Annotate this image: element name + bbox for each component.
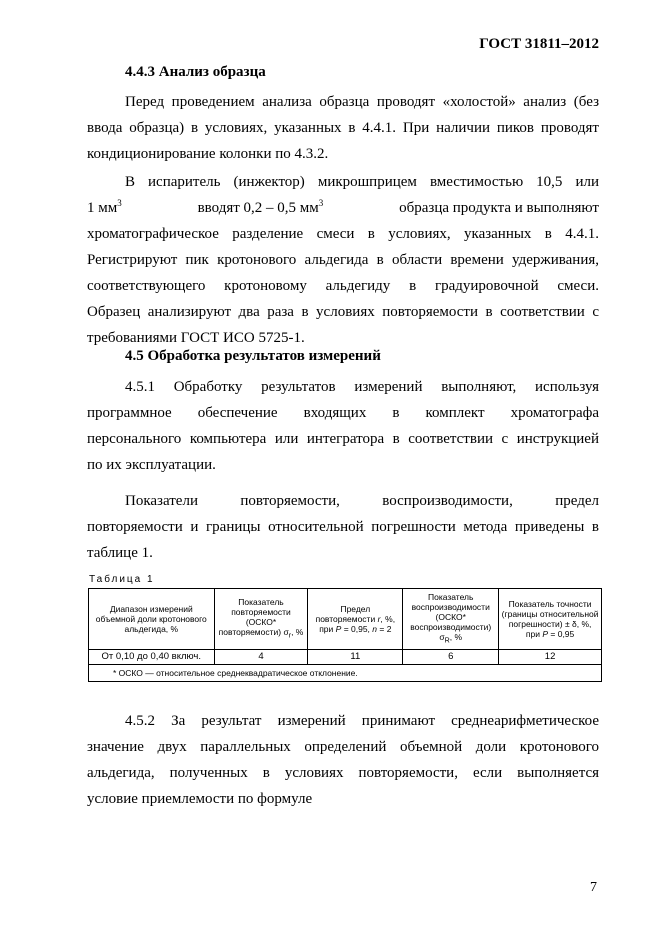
paragraph-processing — [87, 374, 599, 478]
text-line: таблице 1. — [87, 545, 153, 561]
text-line: Образец анализируют два раза в условиях повторяемости в соответствии с — [87, 304, 599, 320]
paragraph-blank-analysis — [87, 89, 599, 167]
text-line: хроматографическое разделение смеси в условиях, указанных в 4.4.1. — [87, 226, 599, 242]
cell-repeatability: 4 — [214, 650, 308, 665]
cell-accuracy: 12 — [499, 650, 602, 665]
table-header-row — [89, 589, 602, 650]
text-line: значение двух параллельных определений объемной доли кротонового — [87, 739, 599, 755]
text-line: повторяемости и границы относительной погрешности метода приведены в — [87, 519, 599, 535]
text-line-volume — [87, 195, 599, 221]
section-heading-4-5: 4.5 Обработка результатов измерений — [125, 348, 381, 364]
text-line: требованиями ГОСТ ИСО 5725-1. — [87, 330, 305, 346]
cell-reproducibility: 6 — [403, 650, 499, 665]
text-line: ввода образца) в условиях, указанных в 4.4.1. При наличии пиков проводят — [87, 120, 599, 136]
text-line: Показатели повторяемости, воспроизводимости, предел — [125, 493, 599, 509]
text-line: персонального компьютера или интегратора в соответствии с инструкцией — [87, 431, 599, 447]
header-accuracy: Показатель точности (границы относительной погрешности) ± δ, %, при P = 0,95 — [499, 589, 602, 650]
table-caption: Таблица 1 — [89, 574, 155, 585]
volume-start: 1 $мм^3$ — [87, 198, 122, 216]
text-line: 4.5.2 За результат измерений принимают среднеарифметическое — [125, 713, 599, 729]
table-footnote: * ОСКО — относительное среднеквадратическое отклонение. — [89, 665, 602, 682]
precision-table — [88, 588, 602, 682]
header-range: Диапазон измерений объемной доли кротонового альдегида, % — [89, 589, 215, 650]
text-line: соответствующего кротоновому альдегиду в градуировочной смеси. — [87, 278, 599, 294]
volume-range: вводят 0,2 – 0,5 $мм^3$ — [197, 198, 324, 216]
header-repeatability-limit: Предел повторяемости r, %, при P = 0,95, n = 2 — [308, 589, 403, 650]
text-line: программное обеспечение входящих в комплект хроматографа — [87, 405, 599, 421]
table-note-row — [89, 665, 602, 682]
text-line: В испаритель (инжектор) микрошприцем вместимостью 10,5 или — [125, 174, 599, 190]
paragraph-result — [87, 708, 599, 812]
text-line: Регистрируют пик кротонового альдегида в области времени удерживания, — [87, 252, 599, 268]
cell-repeatability-limit: 11 — [308, 650, 403, 665]
section-heading-4-4-3: 4.4.3 Анализ образца — [125, 64, 266, 80]
standard-header: ГОСТ 31811–2012 — [479, 36, 599, 52]
paragraph-sample-injection — [87, 169, 599, 351]
text-line: кондиционирование колонки по 4.3.2. — [87, 146, 329, 162]
text-line: Перед проведением анализа образца проводят «холостой» анализ (без — [125, 94, 599, 110]
cell-range: От 0,10 до 0,40 включ. — [89, 650, 215, 665]
volume-end: образца продукта и выполняют — [399, 200, 599, 216]
text-line: условие приемлемости по формуле — [87, 791, 313, 807]
text-line: альдегида, полученных в условиях повторяемости, если выполняется — [87, 765, 599, 781]
paragraph-indicators — [87, 488, 599, 566]
table-row — [89, 650, 602, 665]
text-line: по их эксплуатации. — [87, 457, 216, 473]
text-line: 4.5.1 Обработку результатов измерений выполняют, используя — [125, 379, 599, 395]
page-number: 7 — [590, 880, 597, 895]
header-reproducibility: Показатель воспроизводимости (ОСКО* воспроизводимости) $\sigma_R$, % — [403, 589, 499, 650]
header-repeatability: Показатель повторяемости (ОСКО* повторяемости) $\sigma_r$, % — [214, 589, 308, 650]
